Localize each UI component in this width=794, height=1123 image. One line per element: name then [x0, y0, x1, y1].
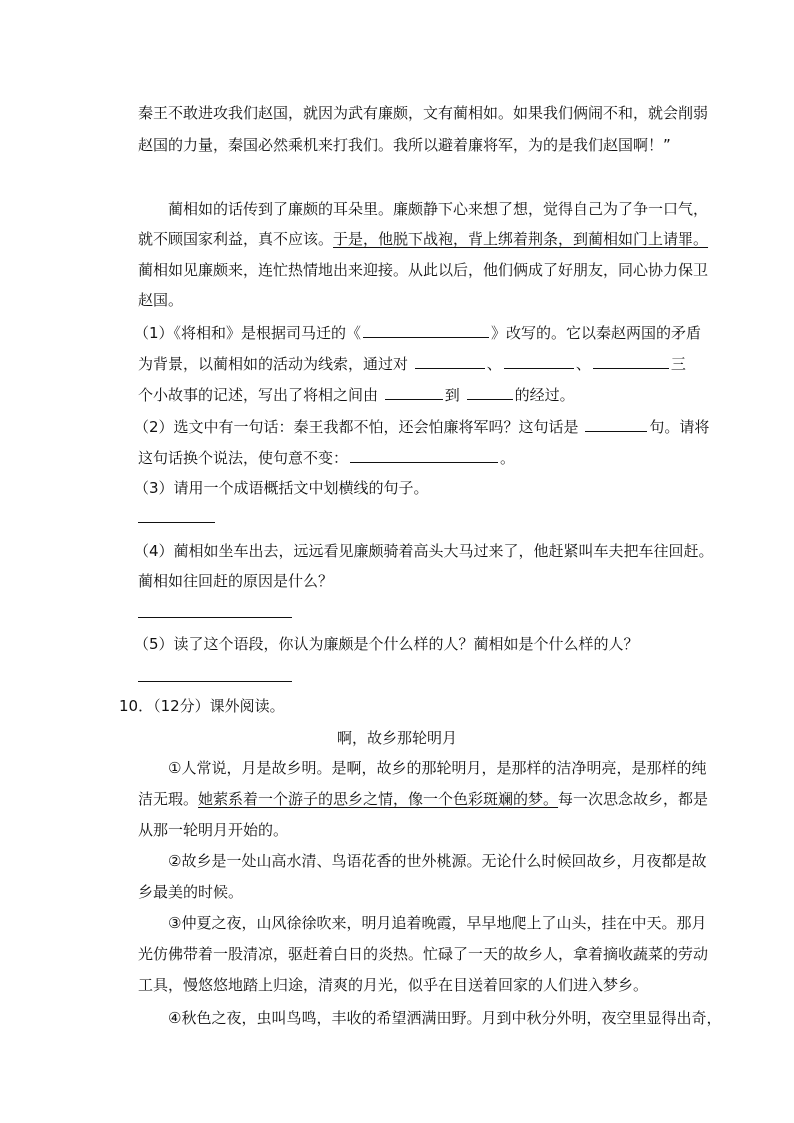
question-2-line-2 [138, 447, 515, 468]
passage-line: 蔺相如的话传到了廉颇的耳朵里。廉颇静下心来想了想，觉得自己为了争一口气， [168, 200, 709, 218]
separator: 、 [575, 355, 591, 373]
question-5: （5）读了这个语段，你认为廉颇是个什么样的人？蔺相如是个什么样的人？ [134, 635, 639, 653]
question-text: 》改写的。它以秦赵两国的矛盾 [491, 324, 702, 342]
passage-line [138, 229, 708, 249]
question-10-header: 10．（12分）课外阅读。 [119, 697, 285, 715]
article-line [138, 789, 708, 809]
passage-line: 赵国的力量，秦国必然乘机来打我们。我所以避着廉将军，为的是我们赵国啊！” [138, 136, 671, 154]
article-line: 从那一轮明月开始的。 [138, 821, 289, 839]
question-text: （2）选文中有一句话：秦王我都不怕，还会怕廉将军吗？这句话是 [134, 418, 579, 436]
passage-text: 就不顾国家利益，真不应该。 [138, 230, 334, 248]
question-text: 到 [444, 386, 460, 404]
article-line: 乡最美的时候。 [138, 883, 244, 901]
passage-line: 蔺相如见廉颇来，连忙热情地出来迎接。从此以后，他们俩成了好朋友，同心协力保卫 [138, 261, 709, 279]
question-text: 的经过。 [514, 386, 575, 404]
question-3: （3）请用一个成语概括文中划横线的句子。 [134, 479, 429, 497]
underlined-sentence: 她萦系着一个游子的思乡之情，像一个色彩斑斓的梦。 [198, 790, 559, 808]
answer-line[interactable] [138, 681, 292, 682]
question-text: 这句话换个说法，使句意不变： [138, 449, 349, 467]
passage-line: 秦王不敢进攻我们赵国，就因为武有廉颇，文有蔺相如。如果我们俩闹不和，就会削弱 [138, 104, 709, 122]
question-1-line-3 [138, 384, 575, 405]
answer-blank[interactable] [385, 384, 443, 400]
answer-blank[interactable] [467, 384, 513, 400]
article-line: ④秋色之夜，虫叫鸟鸣，丰收的希望洒满田野。月到中秋分外明，夜空里显得出奇， [168, 1009, 722, 1027]
article-line: 工具，慢悠悠地踏上归途，清爽的月光，似乎在目送着回家的人们进入梦乡。 [138, 976, 649, 994]
separator: 、 [486, 355, 502, 373]
answer-blank[interactable] [350, 447, 498, 463]
question-text: （1）《将相和》是根据司马迁的《 [134, 324, 362, 342]
article-line: ①人常说，月是故乡明。是啊，故乡的那轮明月，是那样的洁净明亮，是那样的纯 [168, 759, 707, 777]
passage-line: 赵国。 [138, 291, 184, 309]
question-text: 句。请将 [649, 418, 710, 436]
question-1-line-2 [138, 353, 686, 374]
answer-line[interactable] [138, 617, 292, 618]
article-title: 啊，故乡那轮明月 [336, 729, 457, 747]
article-text: 洁无瑕。 [138, 790, 199, 808]
article-line: 光仿佛带着一股清凉，驱赶着白日的炎热。忙碌了一天的故乡人，拿着摘收蔬菜的劳动 [138, 945, 709, 963]
answer-blank[interactable] [504, 353, 574, 369]
question-2 [134, 416, 709, 437]
question-1 [134, 322, 701, 343]
article-line: ③仲夏之夜，山风徐徐吹来，明月追着晚霞，早早地爬上了山头，挂在中天。那月 [168, 914, 707, 932]
question-text: 三 [670, 355, 686, 373]
article-line: ②故乡是一处山高水清、鸟语花香的世外桃源。无论什么时候回故乡，月夜都是故 [168, 852, 707, 870]
answer-blank[interactable] [363, 322, 489, 338]
answer-blank[interactable] [593, 353, 669, 369]
question-4-line-2: 蔺相如往回赶的原因是什么？ [138, 572, 334, 590]
underlined-sentence: 于是，他脱下战袍，背上绑着荆条，到蔺相如门上请罪。 [333, 230, 709, 248]
question-text: 为背景，以蔺相如的活动为线索，通过对 [138, 355, 409, 373]
question-4: （4）蔺相如坐车出去，远远看见廉颇骑着高头大马过来了，他赶紧叫车夫把车往回赶。 [134, 542, 714, 560]
article-text: 每一次思念故乡，都是 [558, 790, 709, 808]
answer-blank[interactable] [415, 353, 485, 369]
answer-line[interactable] [138, 522, 215, 523]
answer-blank[interactable] [585, 416, 647, 432]
question-text: 个小故事的记述，写出了将相之间由 [138, 386, 379, 404]
question-text: 。 [500, 449, 516, 467]
